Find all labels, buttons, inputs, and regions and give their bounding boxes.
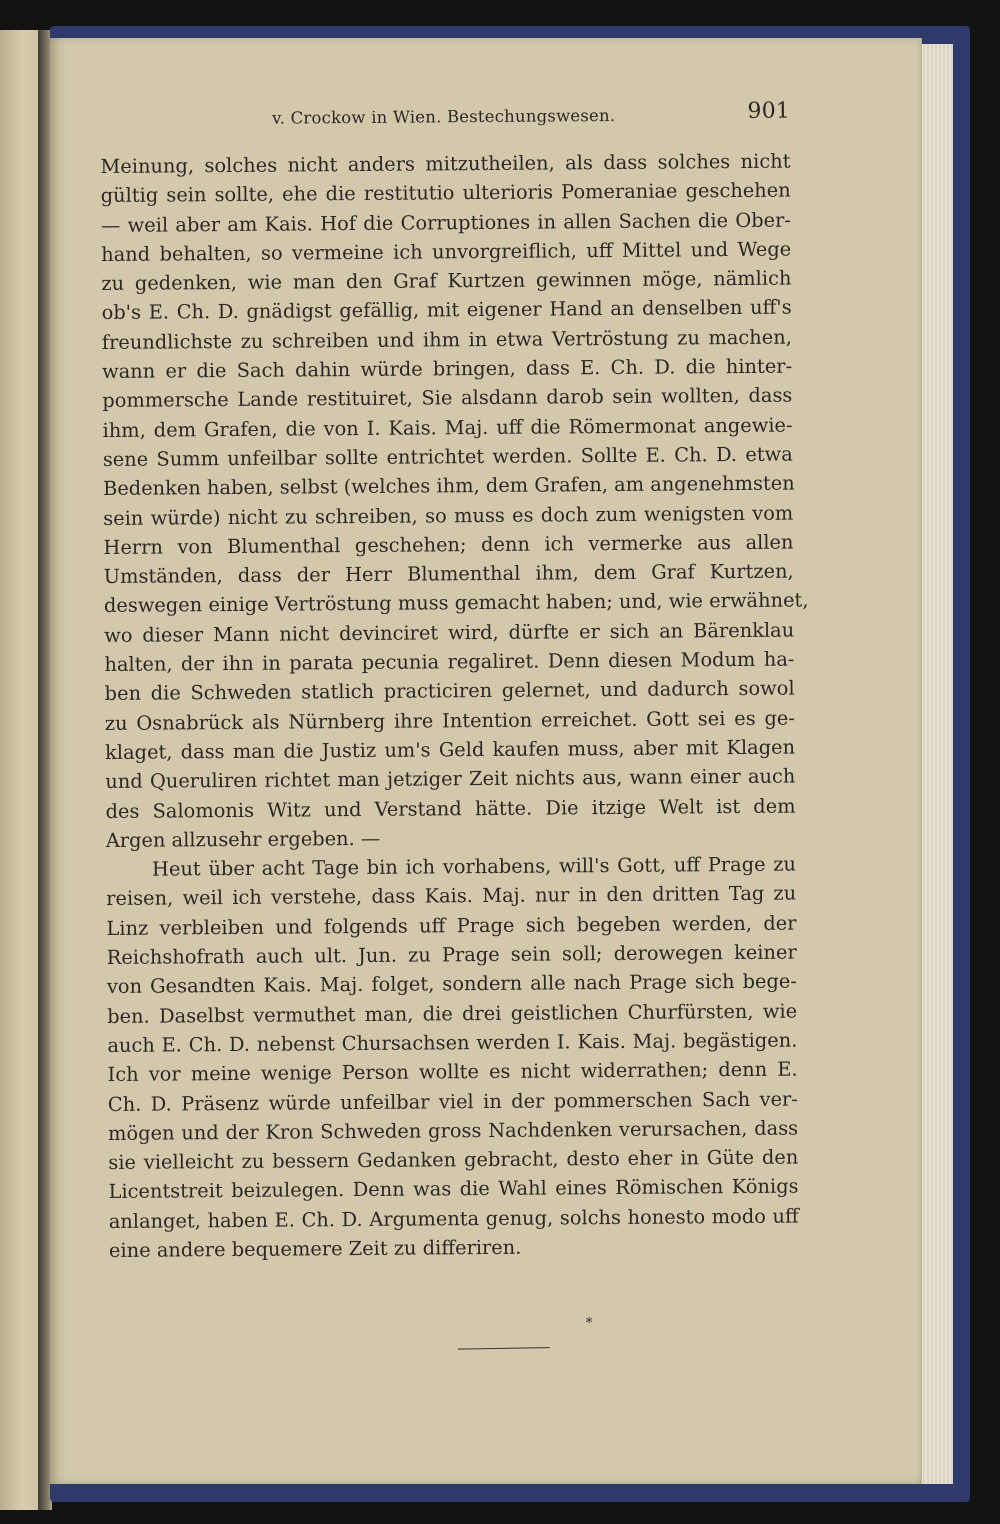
- text-line: Ich vor meine wenige Person wollte es nicht widerrathen; denn E.: [107, 1057, 798, 1087]
- body-text: [100, 147, 809, 1266]
- text-line: zu gedenken, wie man den Graf Kurtzen gewinnen möge, nämlich: [101, 266, 792, 296]
- text-line: mögen und der Kron Schweden gross Nachdenken verursachen, dass: [107, 1116, 799, 1145]
- text-line: wo dieser Mann nicht devinciret wird, dürfte er sich an Bärenklau: [104, 618, 795, 647]
- text-line: und Queruliren richtet man jetziger Zeit nichts aus, wann einer auch: [105, 764, 796, 794]
- text-line: Meinung, solches nicht anders mitzutheilen, als dass solches nicht: [100, 149, 791, 178]
- text-line: wann er die Sach dahin würde bringen, dass E. Ch. D. die hinter-: [102, 354, 793, 384]
- text-line: sie vielleicht zu bessern Gedanken gebracht, desto eher in Güte den: [108, 1145, 799, 1175]
- text-line: ben. Daselbst vermuthet man, die drei geistlichen Churfürsten, wie: [107, 999, 798, 1028]
- running-header: [100, 99, 790, 138]
- running-title: v. Crockow in Wien. Bestechungswesen.: [272, 105, 616, 128]
- text-line: Ch. D. Präsenz würde unfeilbar viel in der pommerschen Sach ver-: [107, 1087, 798, 1116]
- book-page: [50, 38, 922, 1484]
- text-line: des Salomonis Witz und Verstand hätte. Die itzige Welt ist dem: [105, 794, 796, 823]
- text-line: ben die Schweden statlich practiciren gelernet, und dadurch sowol: [104, 676, 795, 706]
- text-line: Argen allzusehr ergeben. —: [105, 826, 381, 852]
- text-line: pommersche Lande restituiret, Sie alsdann darob sein wollten, dass: [102, 383, 793, 413]
- asterisk-mark: *: [585, 1315, 593, 1332]
- text-line: Bedenken haben, selbst (welches ihm, dem Grafen, am angenehmsten: [102, 471, 795, 501]
- text-line: Umständen, dass der Herr Blumenthal ihm, dem Graf Kurtzen,: [103, 559, 794, 589]
- page-text-block: [100, 98, 809, 1332]
- text-line: Reichshofrath auch ult. Jun. zu Prage sein soll; derowegen keiner: [106, 940, 797, 969]
- text-line: — weil aber am Kais. Hof die Corruptiones in allen Sachen die Ober-: [100, 208, 792, 237]
- text-line: deswegen einige Vertröstung muss gemacht haben; und, wie erwähnet,: [103, 588, 809, 618]
- end-rule: [458, 1347, 550, 1349]
- text-line: klaget, dass man die Justiz um's Geld kaufen muss, aber mit Klagen: [105, 735, 796, 764]
- text-line: von Gesandten Kais. Maj. folget, sondern alle nach Prage sich bege-: [106, 969, 798, 999]
- text-line: ob's E. Ch. D. gnädigst gefällig, mit eigener Hand an denselben uff's: [101, 296, 792, 325]
- text-line: anlanget, haben E. Ch. D. Argumenta genug, solchs honesto modo uff: [108, 1204, 799, 1233]
- text-line: hand behalten, so vermeine ich unvorgreiflich, uff Mittel und Wege: [101, 237, 792, 266]
- text-line: ihm, dem Grafen, die von I. Kais. Maj. uff die Römermonat angewie-: [102, 413, 793, 442]
- text-line: Linz verbleiben und folgends uff Prage sich begeben werden, der: [106, 911, 797, 940]
- text-line: auch E. Ch. D. nebenst Chursachsen werden I. Kais. Maj. begästigen.: [107, 1028, 798, 1057]
- text-line: gültig sein sollte, ehe die restitutio ulterioris Pomeraniae geschehen: [100, 178, 791, 208]
- text-line: halten, der ihn in parata pecunia regaliret. Denn diesen Modum ha-: [104, 647, 795, 677]
- paragraph-1: [100, 147, 809, 856]
- text-line: eine andere bequemere Zeit zu differiren.: [108, 1235, 522, 1262]
- text-line: Licentstreit beizulegen. Denn was die Wahl eines Römischen Königs: [108, 1174, 799, 1204]
- text-line: reisen, weil ich verstehe, dass Kais. Maj. nur in den dritten Tag zu: [106, 881, 797, 911]
- text-line: Herrn von Blumenthal geschehen; denn ich vermerke aus allen: [103, 530, 794, 559]
- previous-page-edge: [0, 30, 41, 1510]
- page-number: 901: [747, 98, 791, 124]
- text-line: zu Osnabrück als Nürnberg ihre Intention erreichet. Gott sei es ge-: [104, 706, 795, 735]
- text-line: sein würde) nicht zu schreiben, so muss es doch zum wenigsten vom: [103, 501, 794, 530]
- text-line: freundlichste zu schreiben und ihm in etwa Vertröstung zu machen,: [101, 325, 792, 354]
- text-line: Heut über acht Tage bin ich vorhabens, will's Gott, uff Prage zu: [151, 852, 797, 881]
- paragraph-2: [106, 850, 799, 1266]
- text-line: sene Summ unfeilbar sollte entrichtet werden. Sollte E. Ch. D. etwa: [102, 442, 793, 471]
